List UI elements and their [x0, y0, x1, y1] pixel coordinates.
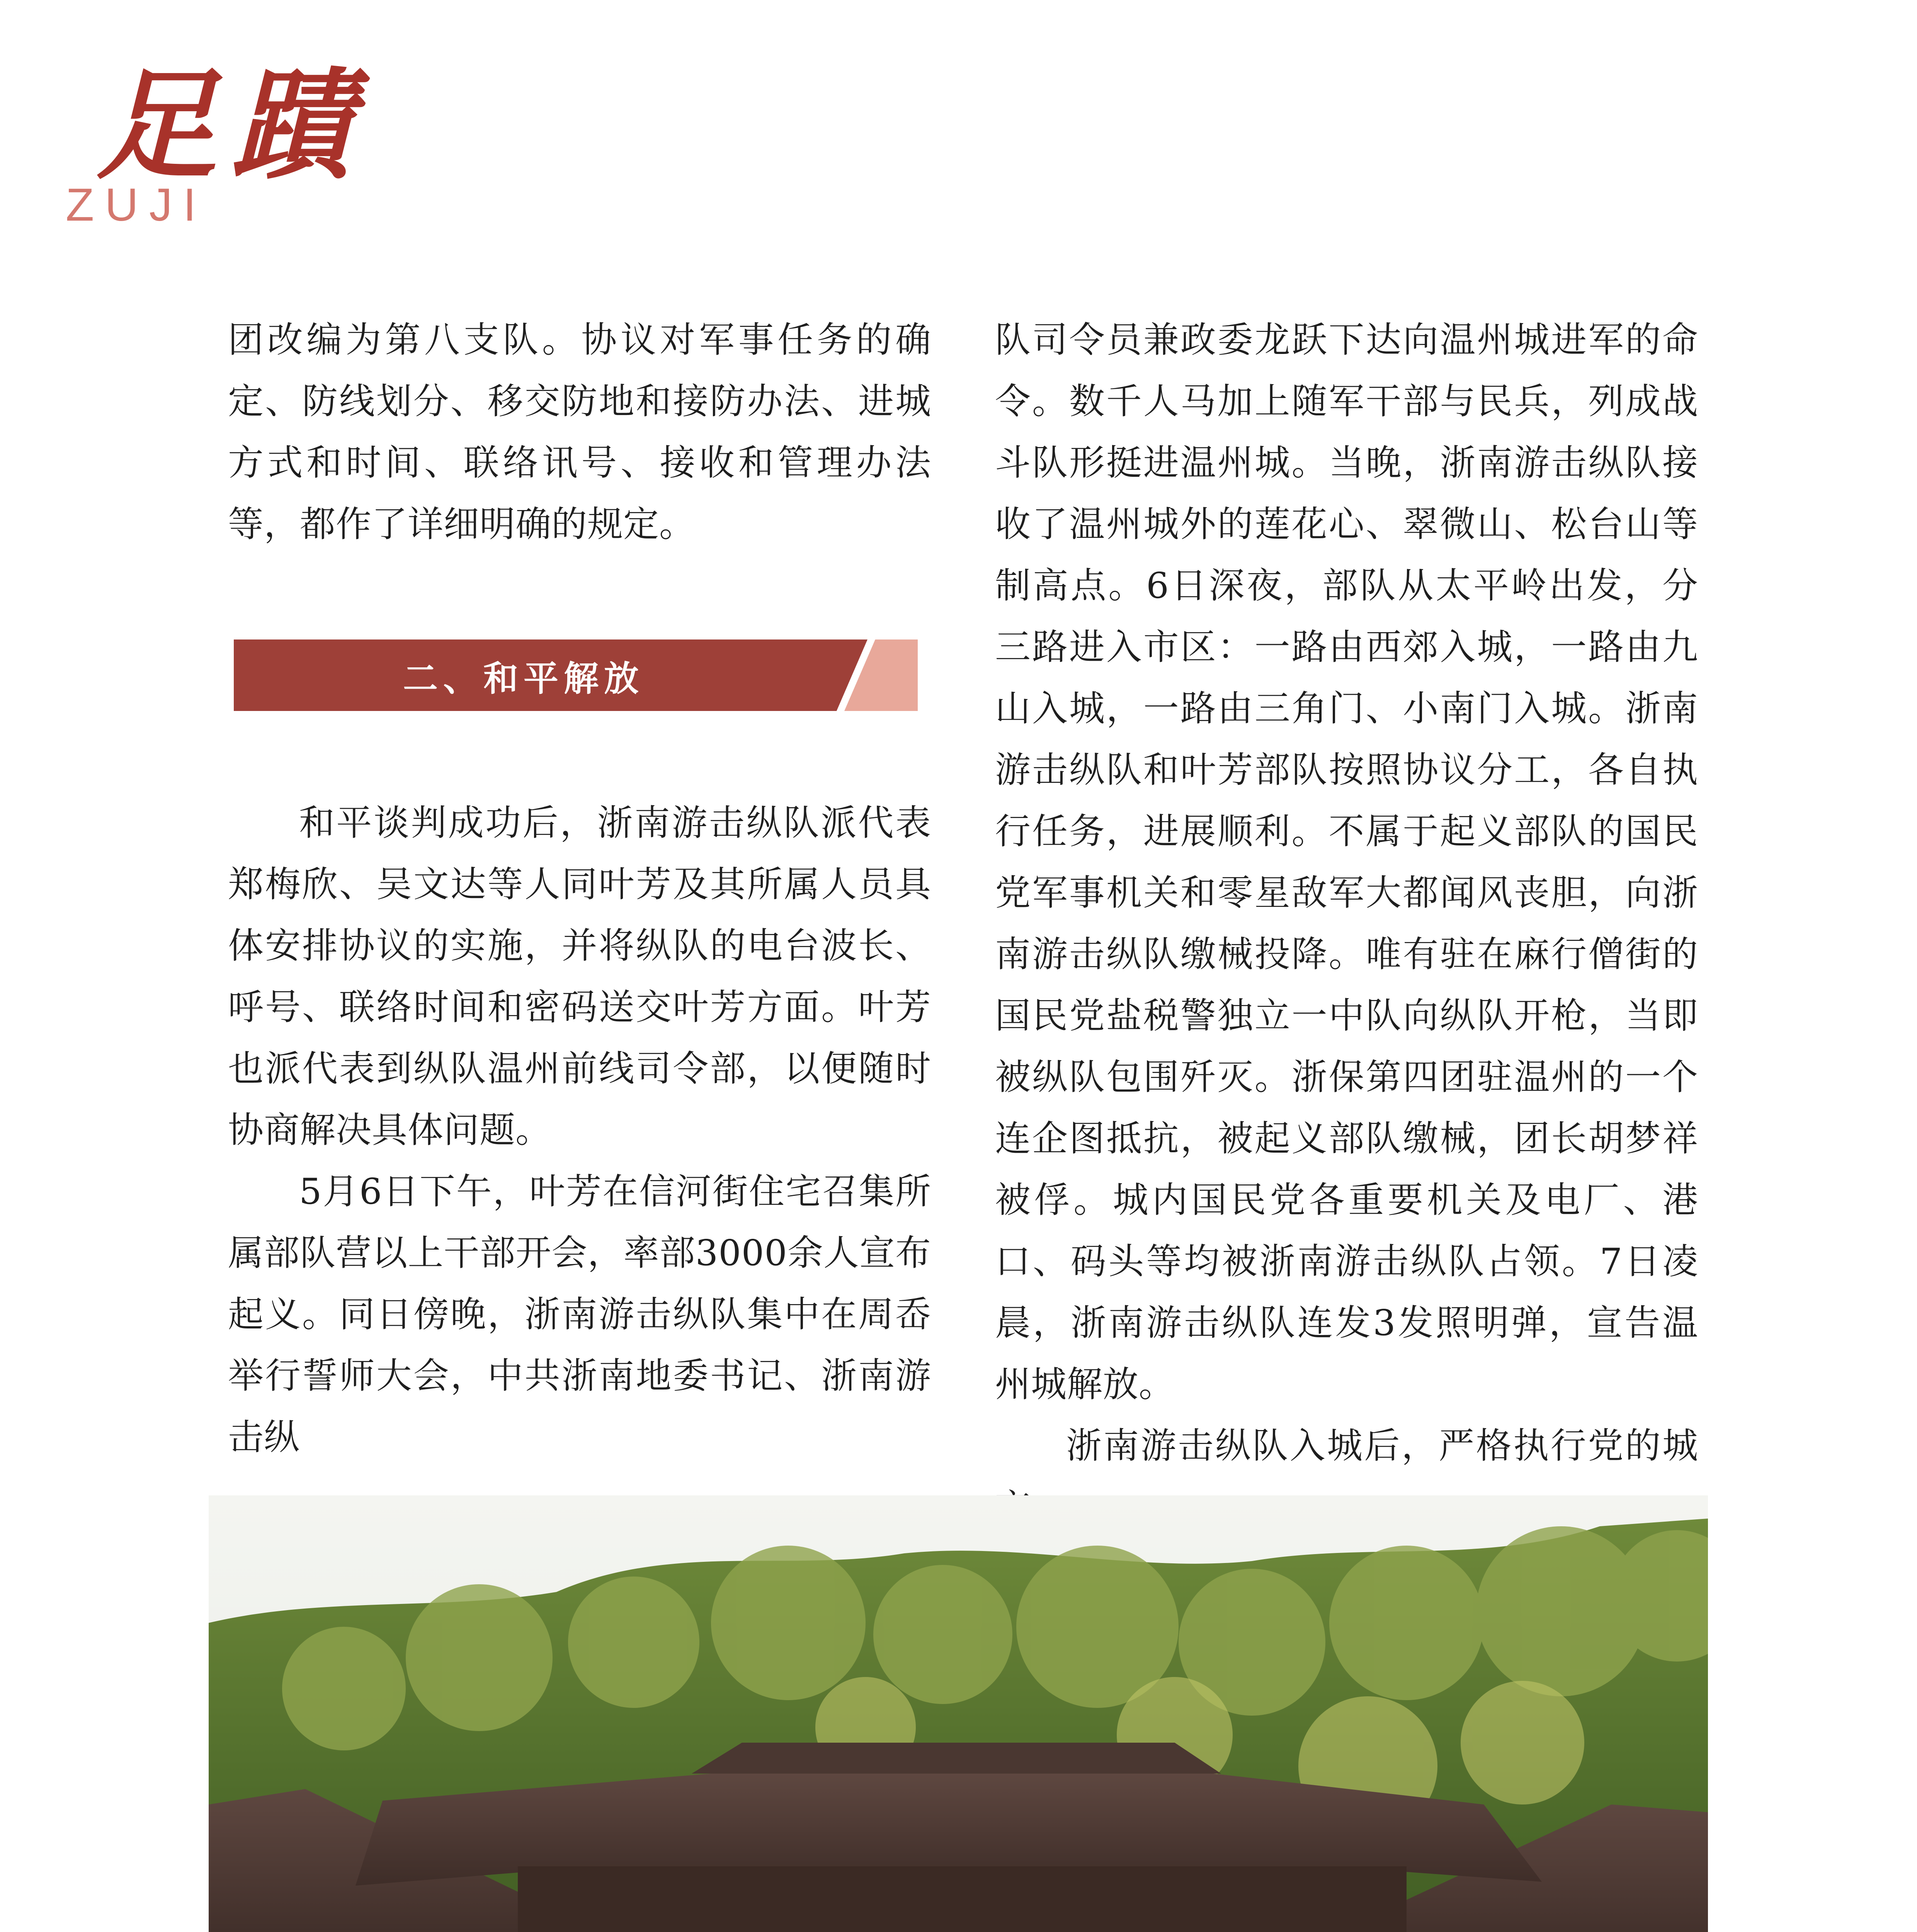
section-title: 二、和平解放 — [403, 658, 644, 699]
body-paragraph: 团改编为第八支队。协议对军事任务的确定、防线划分、移交防地和接防办法、进城方式和时间、联络讯号、接收和管理办法等，都作了详细明确的规定。 — [228, 319, 931, 545]
magazine-logo-pinyin: ZUJI — [66, 179, 207, 231]
left-column-top — [228, 309, 931, 555]
magazine-logo: 足蹟 — [97, 55, 367, 196]
left-column-bottom — [228, 792, 931, 1468]
body-paragraph: 5月6日下午，叶芳在信河街住宅召集所属部队营以上干部开会，率部3000余人宣布起义。同日傍晚，浙南游击纵队集中在周岙举行誓师大会，中共浙南地委书记、浙南游击纵 — [228, 1171, 931, 1458]
right-column — [995, 309, 1698, 1538]
temple-photo-illustration — [209, 1495, 1708, 1932]
body-paragraph: 浙南游击纵队入城后，严格执行党的城 — [1066, 1425, 1698, 1466]
body-paragraph: 和平谈判成功后，浙南游击纵队派代表郑梅欣、吴文达等人同叶芳及其所属人员具体安排协议的实施，并将纵队的电台波长、呼号、联络时间和密码送交叶芳方面。叶芳也派代表到纵队温州前线司令部，以便随时协商解决具体问题。 — [228, 802, 931, 1151]
section-banner — [234, 639, 918, 711]
body-paragraph: 队司令员兼政委龙跃下达向温州城进军的命令。数千人马加上随军干部与民兵，列成战斗队形挺进温州城。当晚，浙南游击纵队接收了温州城外的莲花心、翠微山、松台山等制高点。6日深夜，部队从太平岭出发，分三路进入市区：一路由西郊入城，一路由九山入城，一路由三角门、小南门入城。浙南游击纵队和叶芳部队按照协议分工，各自执行任务，进展顺利。不属于起义部队的国民党军事机关和零星敌军大都闻风丧胆，向浙南游击纵队缴械投降。唯有驻在麻行僧街的国民党盐税警独立一中队向纵队开枪，当即被纵队包围歼灭。浙保第四团驻温州的一个连企图抵抗，被起义部队缴械，团长胡梦祥被俘。城内国民党各重要机关及电厂、港口、码头等均被浙南游击纵队占领。7日凌晨，浙南游击纵队连发3发照明弹，宣告温州城解放。 — [995, 319, 1698, 1405]
temple-photo — [209, 1495, 1708, 1932]
